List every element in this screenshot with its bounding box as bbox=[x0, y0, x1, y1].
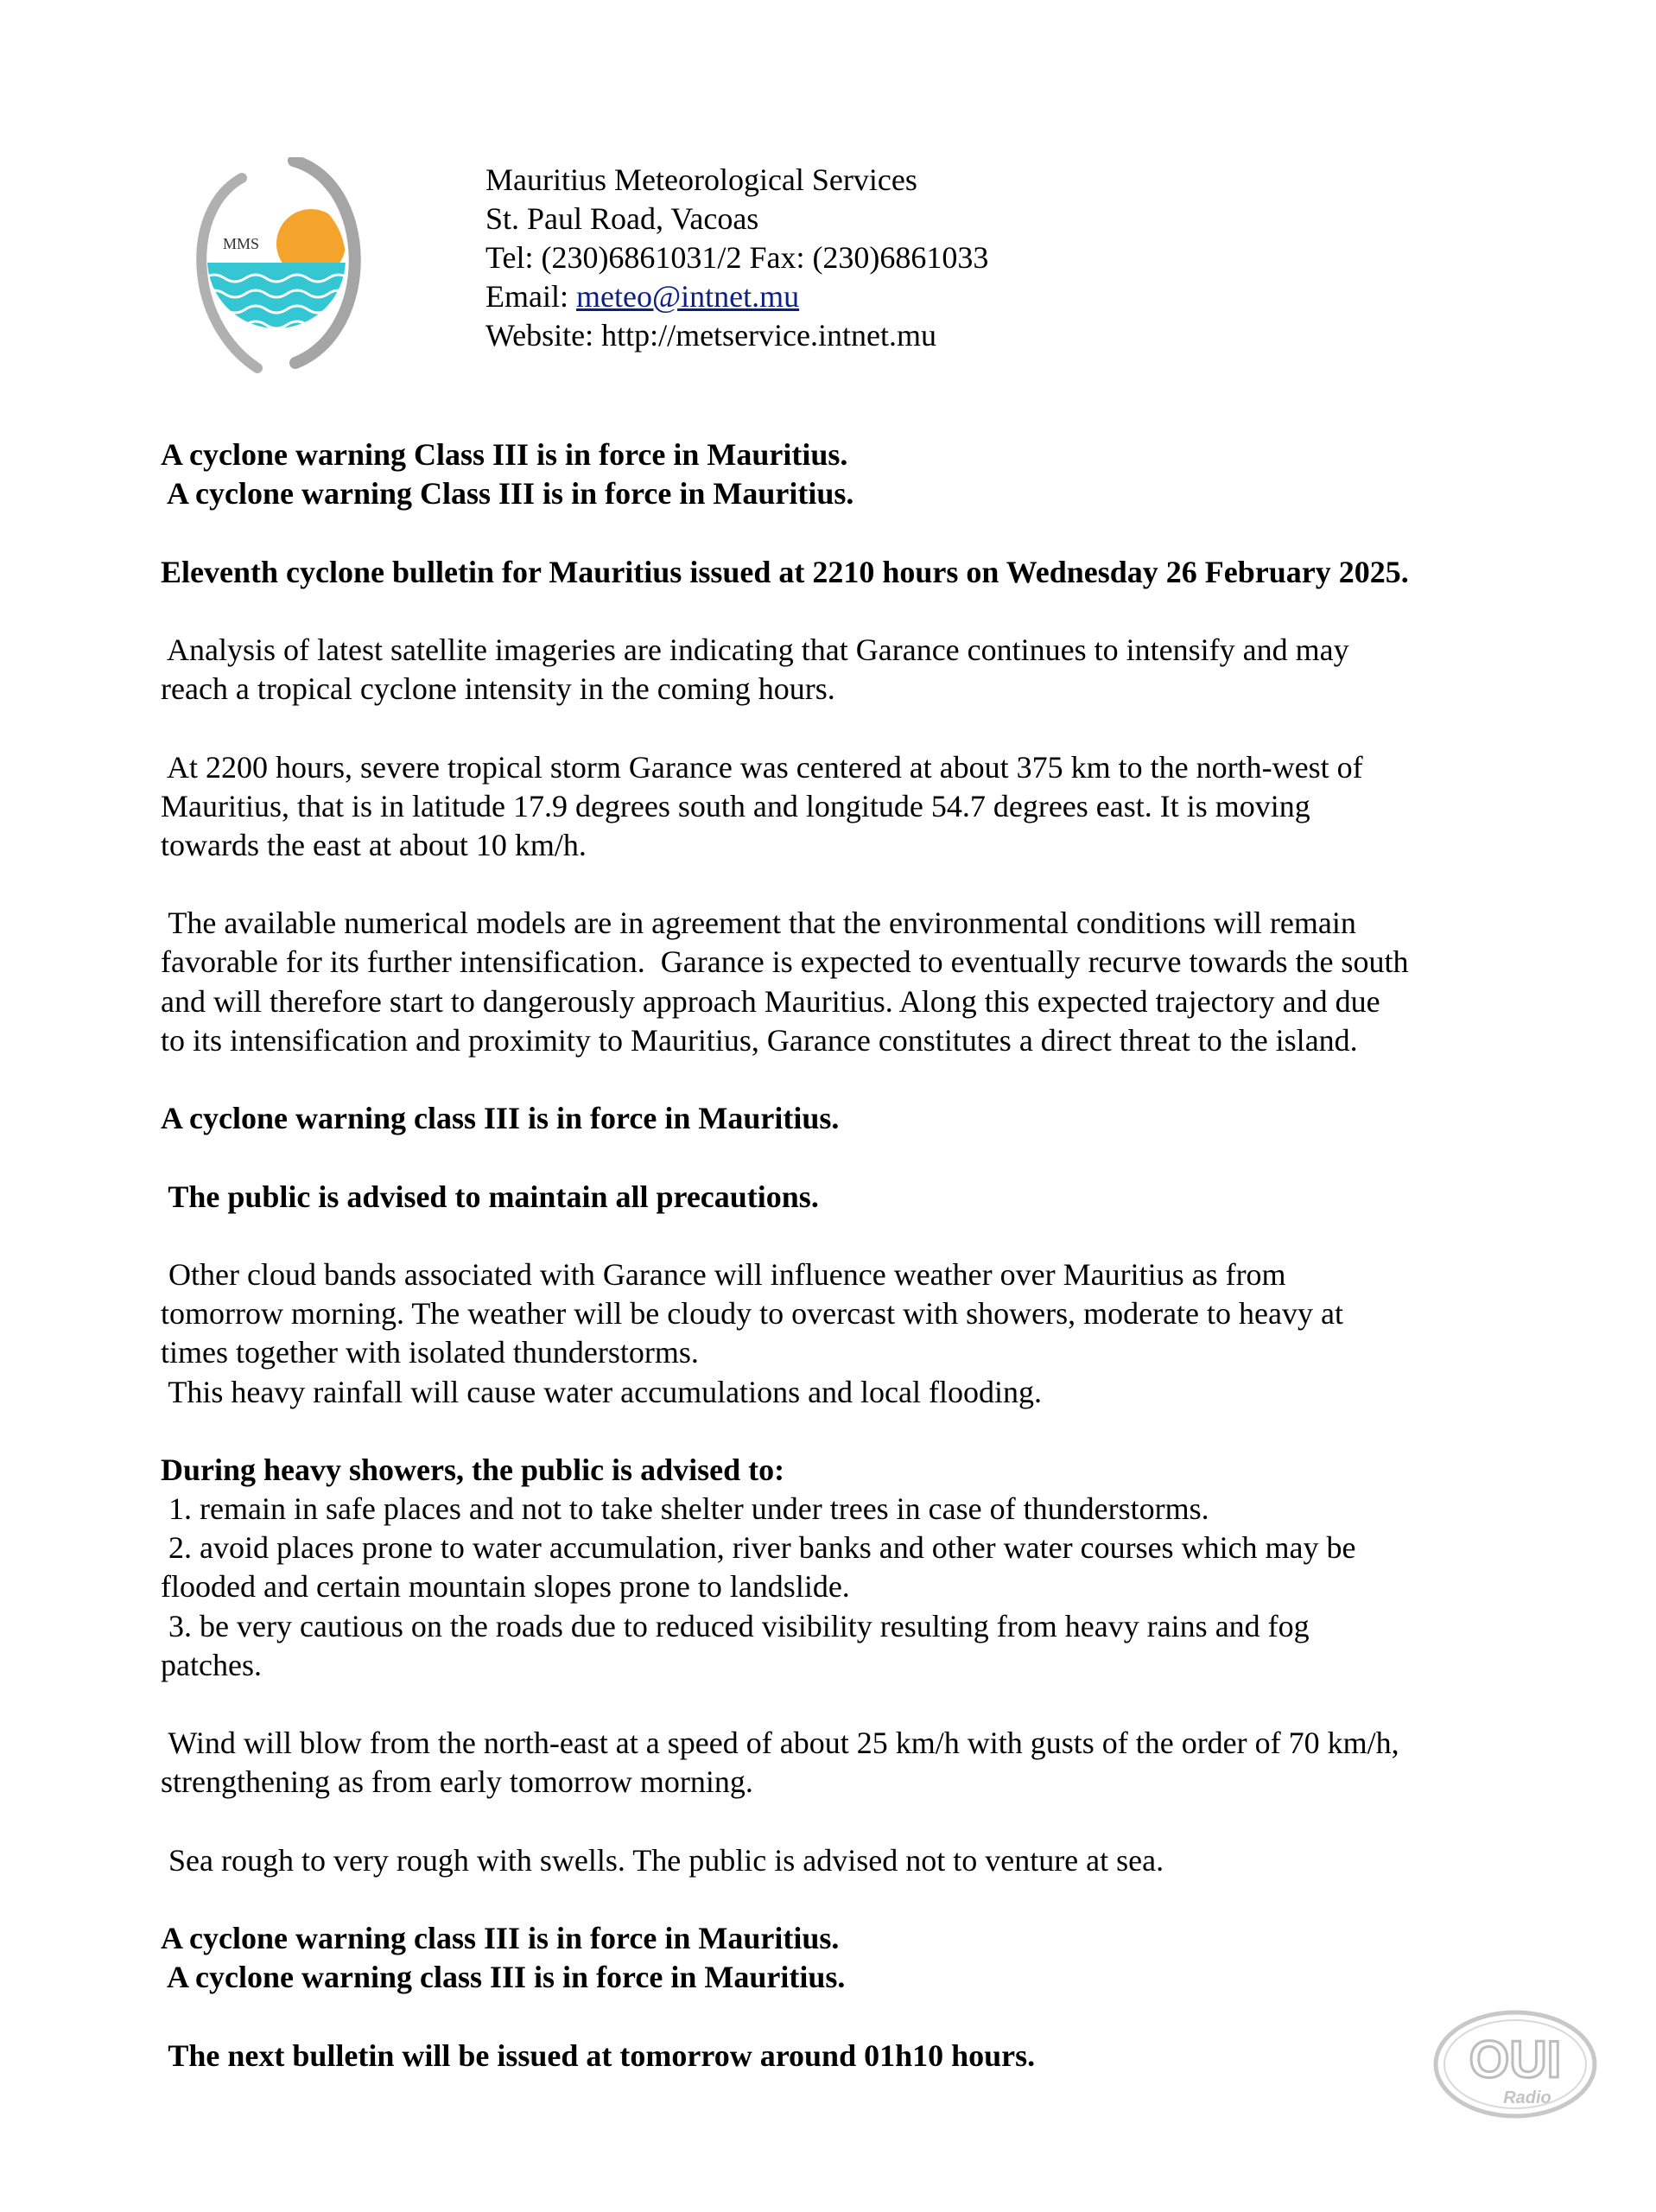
watermark-graphic bbox=[1431, 2006, 1600, 2122]
position-paragraph: At 2200 hours, severe tropical storm Garance was centered at about 375 km to the north-west of bbox=[161, 749, 1363, 785]
advice-item: 3. be very cautious on the roads due to reduced visibility resulting from heavy rains and fog bbox=[161, 1608, 1310, 1643]
clouds-paragraph: times together with isolated thunderstorms. bbox=[161, 1335, 699, 1370]
wind-paragraph: Wind will blow from the north-east at a speed of about 25 km/h with gusts of the order of 70 km/h, bbox=[161, 1726, 1399, 1761]
sea-paragraph: Sea rough to very rough with swells. The public is advised not to venture at sea. bbox=[161, 1842, 1164, 1878]
analysis-paragraph: reach a tropical cyclone intensity in the coming hours. bbox=[161, 671, 835, 707]
clouds-paragraph: tomorrow morning. The weather will be cloudy to overcast with showers, moderate to heavy at bbox=[161, 1296, 1343, 1332]
models-paragraph: and will therefore start to dangerously approach Mauritius. Along this expected trajectory and due bbox=[161, 983, 1380, 1019]
clouds-paragraph: This heavy rainfall will cause water accumulations and local flooding. bbox=[161, 1374, 1043, 1409]
precautions-line: The public is advised to maintain all precautions. bbox=[161, 1179, 819, 1214]
warning-line: A cyclone warning Class III is in force in Mauritius. bbox=[161, 476, 854, 512]
watermark-sub-text: Radio bbox=[1503, 2088, 1551, 2107]
email-link[interactable]: meteo@intnet.mu bbox=[575, 279, 800, 314]
models-paragraph: favorable for its further intensification. Garance is expected to eventually recurve towards the south bbox=[161, 944, 1409, 980]
org-name: Mauritius Meteorological Services bbox=[485, 162, 917, 197]
position-paragraph: towards the east at about 10 km/h. bbox=[161, 827, 587, 862]
tel-fax: Tel: (230)6861031/2 Fax: (230)6861033 bbox=[485, 240, 989, 275]
oui-radio-watermark bbox=[1431, 2006, 1600, 2122]
next-bulletin-line: The next bulletin will be issued at tomorrow around 01h10 hours. bbox=[161, 2037, 1036, 2073]
mms-logo bbox=[192, 157, 373, 373]
models-paragraph: to its intensification and proximity to Mauritius, Garance constitutes a direct threat to the island. bbox=[161, 1022, 1358, 1058]
advice-heading: During heavy showers, the public is advised to: bbox=[161, 1452, 785, 1487]
clouds-paragraph: Other cloud bands associated with Garance will influence weather over Mauritius as from bbox=[161, 1256, 1286, 1292]
website: Website: http://metservice.intnet.mu bbox=[485, 318, 936, 353]
advice-item: 2. avoid places prone to water accumulation, river banks and other water courses which may be bbox=[161, 1530, 1356, 1566]
warning-line: A cyclone warning Class III is in force in Mauritius. bbox=[161, 437, 848, 472]
address: St. Paul Road, Vacoas bbox=[485, 201, 759, 236]
watermark-main-text: OUI bbox=[1469, 2031, 1562, 2088]
position-paragraph: Mauritius, that is in latitude 17.9 degrees south and longitude 54.7 degrees east. It is moving bbox=[161, 788, 1310, 823]
advice-item: flooded and certain mountain slopes prone to landslide. bbox=[161, 1569, 850, 1605]
warning-line: A cyclone warning class III is in force in Mauritius. bbox=[161, 1101, 840, 1136]
bulletin-body bbox=[161, 435, 1543, 2075]
logo-text: MMS bbox=[223, 235, 260, 252]
warning-line: A cyclone warning class III is in force in Mauritius. bbox=[161, 1921, 840, 1956]
warning-line: A cyclone warning class III is in force in Mauritius. bbox=[161, 1960, 846, 1995]
analysis-paragraph: Analysis of latest satellite imageries are indicating that Garance continues to intensify and may bbox=[161, 632, 1349, 667]
email-line bbox=[485, 277, 988, 316]
email-label: Email: bbox=[485, 279, 576, 314]
bulletin-title: Eleventh cyclone bulletin for Mauritius issued at 2210 hours on Wednesday 26 February 2025. bbox=[161, 554, 1409, 589]
models-paragraph: The available numerical models are in agreement that the environmental conditions will remain bbox=[161, 906, 1356, 941]
mms-logo-graphic bbox=[192, 157, 373, 373]
advice-item: 1. remain in safe places and not to take shelter under trees in case of thunderstorms. bbox=[161, 1491, 1209, 1527]
wind-paragraph: strengthening as from early tomorrow morning. bbox=[161, 1764, 753, 1800]
header-contact bbox=[485, 161, 988, 355]
advice-item: patches. bbox=[161, 1647, 262, 1682]
